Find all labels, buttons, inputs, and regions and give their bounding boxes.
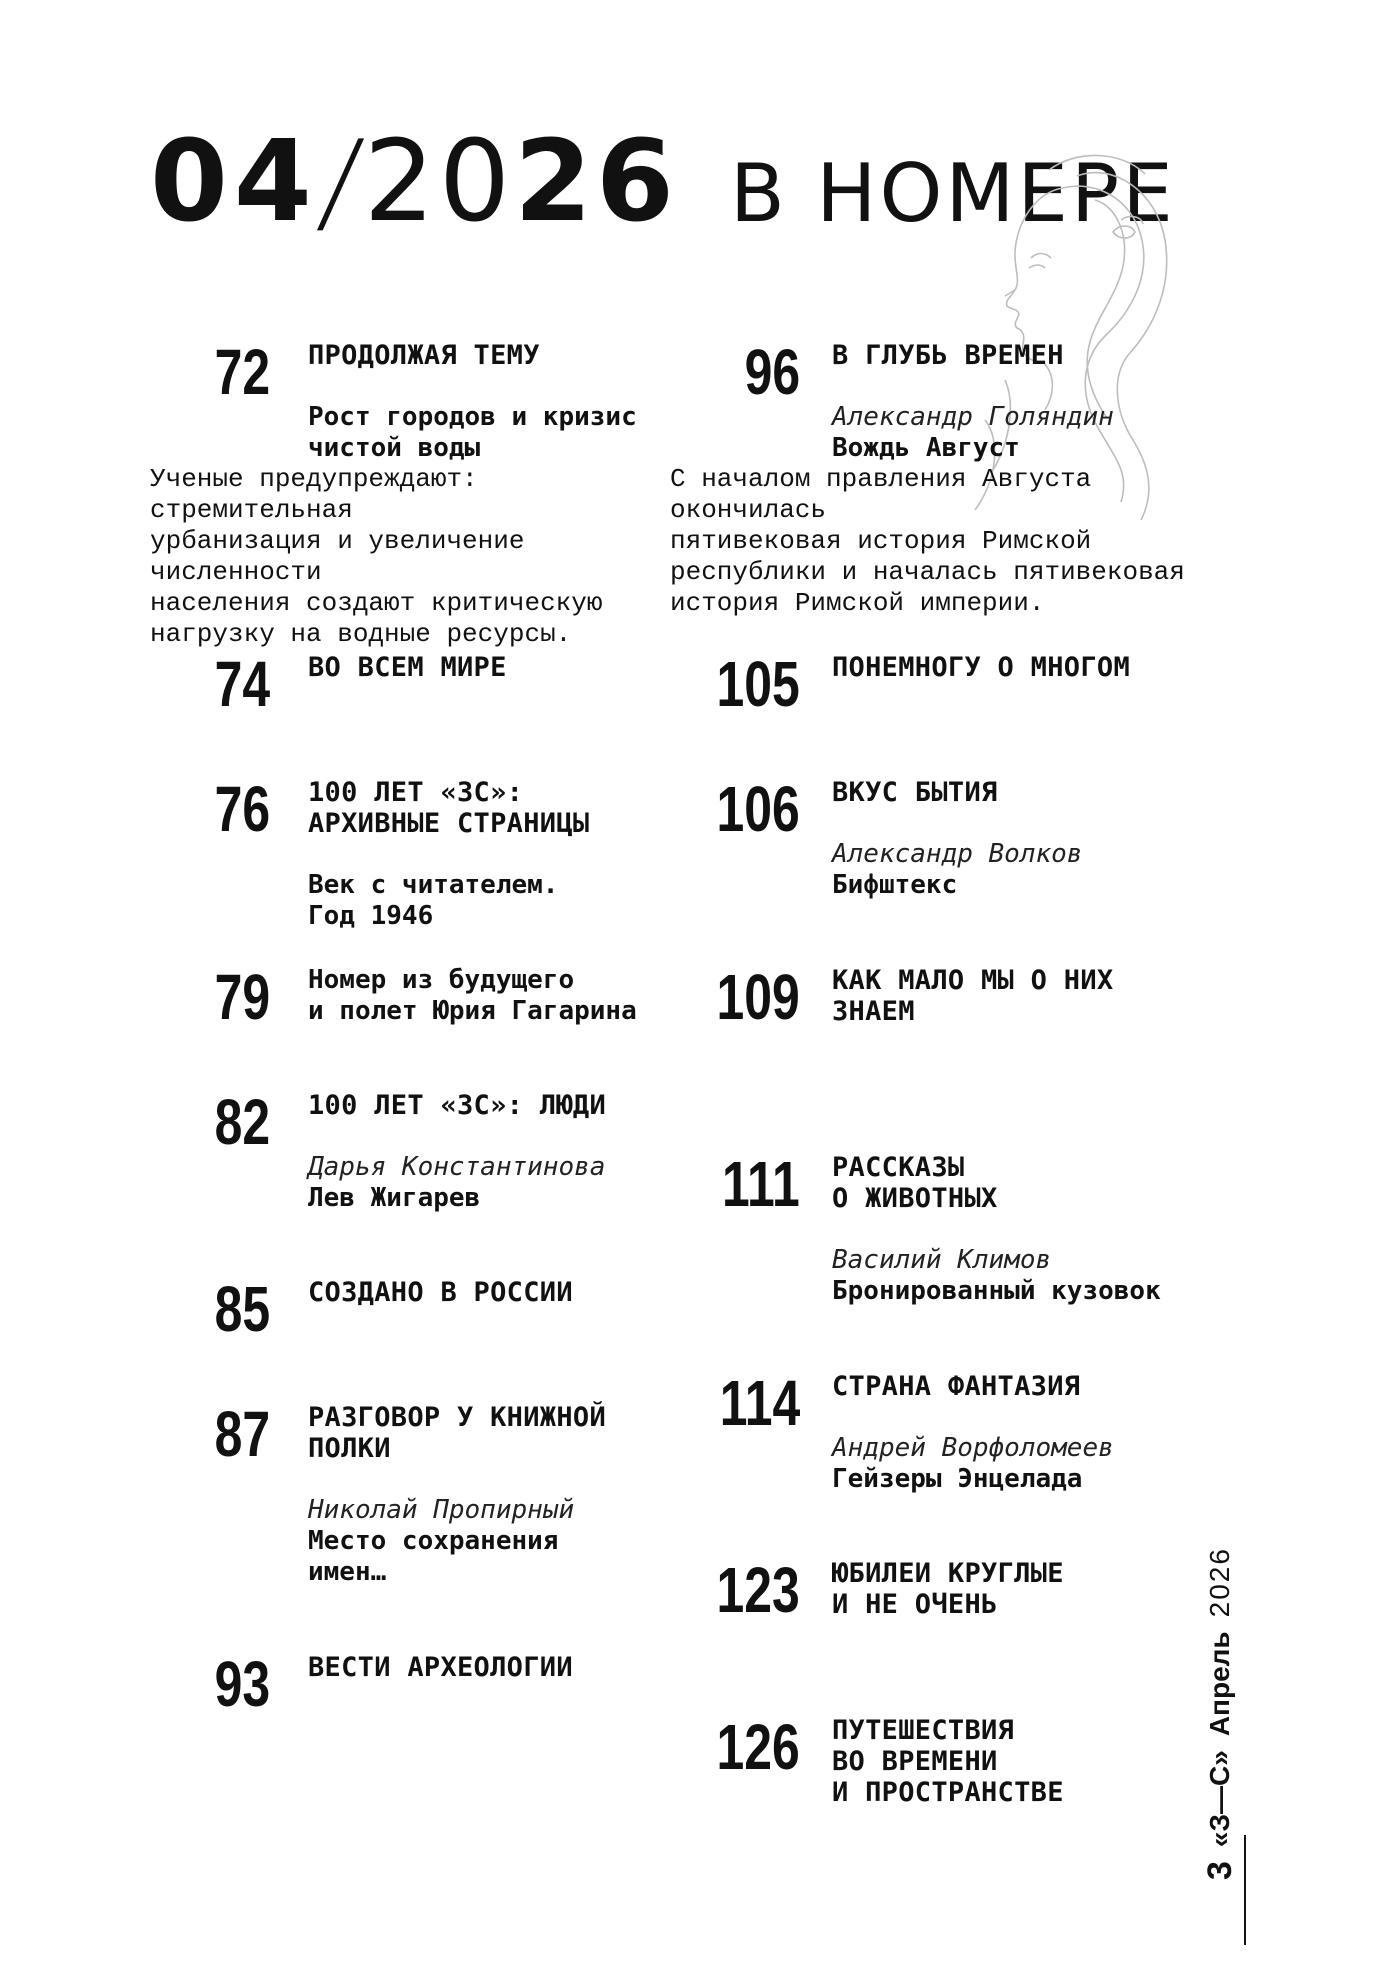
rubric: СТРАНА ФАНТАЗИЯ xyxy=(832,1371,1081,1402)
author-name: Александр Волков xyxy=(832,839,1083,869)
rubric: КАК МАЛО МЫ О НИХ ЗНАЕМ xyxy=(832,965,1114,1027)
page-number: 79 xyxy=(214,961,270,1033)
author-name: Дарья Константинова xyxy=(308,1152,606,1182)
page-number: 126 xyxy=(716,1711,800,1783)
page-number: 96 xyxy=(744,336,800,408)
magazine-name: «З—С» xyxy=(1204,1750,1235,1848)
article-title: Бифштекс xyxy=(832,870,958,900)
article-lead: Ученые предупреждают: стремительная урбанизация и увеличение численности населения создают критическую нагрузку на водные ресурсы. xyxy=(150,464,603,649)
issue-slash: / xyxy=(312,117,369,247)
rubric: В ГЛУБЬ ВРЕМЕН xyxy=(832,340,1064,371)
page-number: 74 xyxy=(214,648,270,720)
article-title: Номер из будущего и полет Юрия Гагарина xyxy=(308,965,637,1026)
author-name: Андрей Ворфоломеев xyxy=(832,1433,1114,1463)
article-title: Гейзеры Энцелада xyxy=(832,1464,1083,1494)
article-title: Вождь Август xyxy=(832,433,1020,463)
page-number: 93 xyxy=(214,1648,270,1720)
issue-month-name: Апрель xyxy=(1204,1631,1235,1737)
rubric: ВЕСТИ АРХЕОЛОГИИ xyxy=(308,1652,573,1683)
page-number: 123 xyxy=(716,1554,800,1626)
page-number: 85 xyxy=(214,1273,270,1345)
rubric: ПРОДОЛЖАЯ ТЕМУ xyxy=(308,340,540,371)
page-title: В НОМЕРЕ xyxy=(729,147,1176,240)
author-name: Василий Климов xyxy=(832,1245,1052,1275)
page-number: 106 xyxy=(716,773,800,845)
article-title: Бронированный кузовок xyxy=(832,1276,1161,1306)
issue-year: 2026 xyxy=(1204,1547,1235,1618)
article-title: Век с читателем. Год 1946 xyxy=(308,870,559,931)
rubric: ЮБИЛЕИ КРУГЛЫЕ И НЕ ОЧЕНЬ xyxy=(832,1558,1064,1620)
folio-number: 3 xyxy=(1200,1861,1239,1880)
article-title: Лев Жигарев xyxy=(308,1183,481,1213)
issue-year-first: 20 xyxy=(363,117,515,247)
author-name: Александр Голяндин xyxy=(832,402,1114,432)
page-number: 72 xyxy=(214,336,270,408)
page-number: 82 xyxy=(214,1086,270,1158)
issue-year-second: 26 xyxy=(514,117,678,247)
issue-month: 04 xyxy=(150,117,318,247)
rubric: ВКУС БЫТИЯ xyxy=(832,777,998,808)
rubric: РАЗГОВОР У КНИЖНОЙ ПОЛКИ xyxy=(308,1402,606,1464)
rubric: ПУТЕШЕСТВИЯ ВО ВРЕМЕНИ И ПРОСТРАНСТВЕ xyxy=(832,1715,1064,1808)
article-lead: С началом правления Августа окончилась пятивековая история Римской республики и началась пятивековая история Римской империи. xyxy=(670,464,1185,618)
page-number: 76 xyxy=(214,773,270,845)
author-name: Николай Пропирный xyxy=(308,1495,575,1525)
rubric: ПОНЕМНОГУ О МНОГОМ xyxy=(832,652,1130,683)
rubric: РАССКАЗЫ О ЖИВОТНЫХ xyxy=(832,1152,998,1214)
rubric: 100 ЛЕТ «ЗС»: ЛЮДИ xyxy=(308,1090,606,1121)
rubric: СОЗДАНО В РОССИИ xyxy=(308,1277,573,1308)
page-number: 111 xyxy=(722,1148,800,1220)
page-footer-vertical xyxy=(1195,1535,1245,1880)
page-number: 114 xyxy=(719,1367,800,1439)
page-number: 87 xyxy=(214,1398,270,1470)
article-title: Место сохранения имен… xyxy=(308,1526,559,1587)
article-title: Рост городов и кризис чистой воды xyxy=(308,402,637,463)
page-number: 105 xyxy=(716,648,800,720)
page-number: 109 xyxy=(716,961,800,1033)
rubric: 100 ЛЕТ «ЗС»: АРХИВНЫЕ СТРАНИЦЫ xyxy=(308,777,590,839)
rubric: ВО ВСЕМ МИРЕ xyxy=(308,652,507,683)
